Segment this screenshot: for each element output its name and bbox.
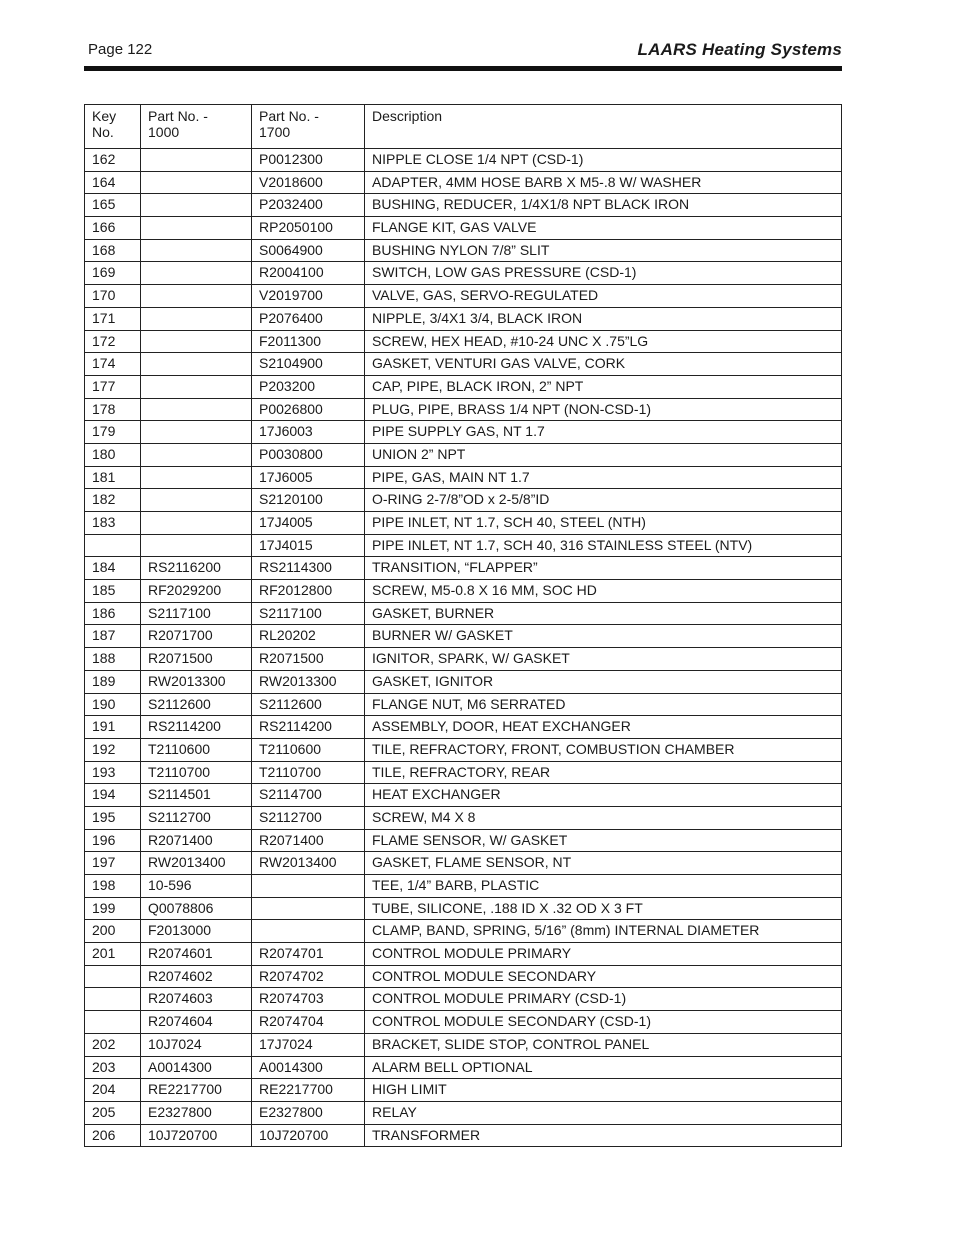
- key-no-cell: 192: [85, 738, 141, 761]
- part-1700-cell: T2110700: [252, 761, 365, 784]
- part-1000-cell: R2074603: [141, 988, 252, 1011]
- description-cell: HEAT EXCHANGER: [365, 784, 842, 807]
- col-header-key-no: Key No.: [85, 105, 141, 149]
- table-row: [85, 761, 842, 784]
- key-no-cell: [85, 965, 141, 988]
- part-1700-cell: 17J6005: [252, 466, 365, 489]
- key-no-cell: 202: [85, 1033, 141, 1056]
- part-1000-cell: RE2217700: [141, 1079, 252, 1102]
- description-cell: VALVE, GAS, SERVO-REGULATED: [365, 285, 842, 308]
- table-row: [85, 829, 842, 852]
- table-row: [85, 1056, 842, 1079]
- part-1000-cell: T2110700: [141, 761, 252, 784]
- description-cell: FLAME SENSOR, W/ GASKET: [365, 829, 842, 852]
- part-1700-cell: 17J7024: [252, 1033, 365, 1056]
- table-row: [85, 784, 842, 807]
- table-row: [85, 806, 842, 829]
- part-1000-cell: E2327800: [141, 1101, 252, 1124]
- key-no-cell: 198: [85, 875, 141, 898]
- key-no-cell: 188: [85, 648, 141, 671]
- key-no-cell: 204: [85, 1079, 141, 1102]
- part-1000-cell: [141, 375, 252, 398]
- part-1700-cell: P2076400: [252, 307, 365, 330]
- part-1000-cell: [141, 489, 252, 512]
- part-1000-cell: [141, 466, 252, 489]
- key-no-cell: 170: [85, 285, 141, 308]
- part-1000-cell: F2013000: [141, 920, 252, 943]
- key-no-cell: 164: [85, 171, 141, 194]
- description-cell: CONTROL MODULE SECONDARY (CSD-1): [365, 1011, 842, 1034]
- key-no-cell: 171: [85, 307, 141, 330]
- table-row: [85, 443, 842, 466]
- description-cell: TRANSITION, “FLAPPER”: [365, 557, 842, 580]
- table-row: [85, 875, 842, 898]
- description-cell: IGNITOR, SPARK, W/ GASKET: [365, 648, 842, 671]
- part-1700-cell: RP2050100: [252, 217, 365, 240]
- col-header-part-1000: Part No. - 1000: [141, 105, 252, 149]
- part-1000-cell: [141, 421, 252, 444]
- description-cell: CLAMP, BAND, SPRING, 5/16” (8mm) INTERNAL DIAMETER: [365, 920, 842, 943]
- part-1000-cell: RF2029200: [141, 580, 252, 603]
- description-cell: HIGH LIMIT: [365, 1079, 842, 1102]
- key-no-cell: 182: [85, 489, 141, 512]
- part-1700-cell: T2110600: [252, 738, 365, 761]
- description-cell: ADAPTER, 4MM HOSE BARB X M5-.8 W/ WASHER: [365, 171, 842, 194]
- part-1000-cell: S2112700: [141, 806, 252, 829]
- description-cell: GASKET, FLAME SENSOR, NT: [365, 852, 842, 875]
- part-1000-cell: R2074604: [141, 1011, 252, 1034]
- key-no-cell: 179: [85, 421, 141, 444]
- key-no-cell: 186: [85, 602, 141, 625]
- table-row: [85, 648, 842, 671]
- key-no-cell: 162: [85, 149, 141, 172]
- table-row: [85, 670, 842, 693]
- part-1700-cell: S2112700: [252, 806, 365, 829]
- key-no-cell: 203: [85, 1056, 141, 1079]
- table-row: [85, 580, 842, 603]
- key-no-cell: [85, 1011, 141, 1034]
- part-1700-cell: S2114700: [252, 784, 365, 807]
- part-1000-cell: [141, 239, 252, 262]
- table-row: [85, 897, 842, 920]
- description-cell: TUBE, SILICONE, .188 ID X .32 OD X 3 FT: [365, 897, 842, 920]
- part-1700-cell: 10J720700: [252, 1124, 365, 1147]
- part-1700-cell: 17J4015: [252, 534, 365, 557]
- table-row: [85, 489, 842, 512]
- table-row: [85, 716, 842, 739]
- table-row: [85, 285, 842, 308]
- description-cell: ALARM BELL OPTIONAL: [365, 1056, 842, 1079]
- part-1000-cell: 10J720700: [141, 1124, 252, 1147]
- part-1700-cell: [252, 897, 365, 920]
- description-cell: PIPE, GAS, MAIN NT 1.7: [365, 466, 842, 489]
- description-cell: SCREW, HEX HEAD, #10-24 UNC X .75”LG: [365, 330, 842, 353]
- table-row: [85, 421, 842, 444]
- description-cell: TRANSFORMER: [365, 1124, 842, 1147]
- key-no-cell: 201: [85, 943, 141, 966]
- key-no-cell: 180: [85, 443, 141, 466]
- description-cell: RELAY: [365, 1101, 842, 1124]
- part-1000-cell: [141, 398, 252, 421]
- part-1000-cell: S2112600: [141, 693, 252, 716]
- table-row: [85, 149, 842, 172]
- part-1700-cell: P0012300: [252, 149, 365, 172]
- key-no-cell: 194: [85, 784, 141, 807]
- table-row: [85, 534, 842, 557]
- part-1700-cell: RS2114300: [252, 557, 365, 580]
- part-1700-cell: R2071400: [252, 829, 365, 852]
- part-1700-cell: RE2217700: [252, 1079, 365, 1102]
- part-1000-cell: [141, 307, 252, 330]
- description-cell: O-RING 2-7/8”OD x 2-5/8”ID: [365, 489, 842, 512]
- part-1000-cell: [141, 443, 252, 466]
- table-row: [85, 943, 842, 966]
- table-row: [85, 194, 842, 217]
- key-no-cell: 190: [85, 693, 141, 716]
- table-row: [85, 965, 842, 988]
- description-cell: SCREW, M4 X 8: [365, 806, 842, 829]
- part-1700-cell: [252, 920, 365, 943]
- description-cell: FLANGE NUT, M6 SERRATED: [365, 693, 842, 716]
- part-1700-cell: S2112600: [252, 693, 365, 716]
- part-1700-cell: V2018600: [252, 171, 365, 194]
- part-1000-cell: RS2114200: [141, 716, 252, 739]
- table-row: [85, 693, 842, 716]
- brand-title: LAARS Heating Systems: [637, 40, 842, 59]
- part-1000-cell: [141, 534, 252, 557]
- table-row: [85, 852, 842, 875]
- table-row: [85, 625, 842, 648]
- table-row: [85, 330, 842, 353]
- description-cell: BUSHING, REDUCER, 1/4X1/8 NPT BLACK IRON: [365, 194, 842, 217]
- part-1700-cell: S0064900: [252, 239, 365, 262]
- key-no-cell: 196: [85, 829, 141, 852]
- part-1700-cell: R2074702: [252, 965, 365, 988]
- table-row: [85, 1124, 842, 1147]
- part-1700-cell: P2032400: [252, 194, 365, 217]
- table-header-row: [85, 105, 842, 149]
- table-row: [85, 239, 842, 262]
- key-no-cell: 169: [85, 262, 141, 285]
- part-1700-cell: E2327800: [252, 1101, 365, 1124]
- part-1700-cell: V2019700: [252, 285, 365, 308]
- part-1000-cell: [141, 353, 252, 376]
- key-no-cell: 172: [85, 330, 141, 353]
- part-1000-cell: [141, 149, 252, 172]
- part-1700-cell: A0014300: [252, 1056, 365, 1079]
- key-no-cell: 165: [85, 194, 141, 217]
- part-1700-cell: P0030800: [252, 443, 365, 466]
- description-cell: CONTROL MODULE SECONDARY: [365, 965, 842, 988]
- key-no-cell: 168: [85, 239, 141, 262]
- description-cell: BUSHING NYLON 7/8” SLIT: [365, 239, 842, 262]
- key-no-cell: [85, 534, 141, 557]
- table-row: [85, 557, 842, 580]
- description-cell: NIPPLE, 3/4X1 3/4, BLACK IRON: [365, 307, 842, 330]
- table-row: [85, 512, 842, 535]
- description-cell: CAP, PIPE, BLACK IRON, 2” NPT: [365, 375, 842, 398]
- col-header-part-1700: Part No. - 1700: [252, 105, 365, 149]
- part-1700-cell: RW2013300: [252, 670, 365, 693]
- parts-table: [84, 104, 842, 1147]
- description-cell: CONTROL MODULE PRIMARY (CSD-1): [365, 988, 842, 1011]
- description-cell: ASSEMBLY, DOOR, HEAT EXCHANGER: [365, 716, 842, 739]
- description-cell: SCREW, M5-0.8 X 16 MM, SOC HD: [365, 580, 842, 603]
- part-1000-cell: R2074601: [141, 943, 252, 966]
- description-cell: TILE, REFRACTORY, FRONT, COMBUSTION CHAMBER: [365, 738, 842, 761]
- key-no-cell: 178: [85, 398, 141, 421]
- description-cell: SWITCH, LOW GAS PRESSURE (CSD-1): [365, 262, 842, 285]
- key-no-cell: 181: [85, 466, 141, 489]
- part-1700-cell: R2074701: [252, 943, 365, 966]
- header-rule: [84, 66, 842, 71]
- part-1000-cell: RW2013400: [141, 852, 252, 875]
- key-no-cell: 189: [85, 670, 141, 693]
- part-1000-cell: 10-596: [141, 875, 252, 898]
- page-header: [84, 38, 842, 66]
- part-1000-cell: R2074602: [141, 965, 252, 988]
- part-1000-cell: RS2116200: [141, 557, 252, 580]
- part-1700-cell: R2074704: [252, 1011, 365, 1034]
- part-1700-cell: P0026800: [252, 398, 365, 421]
- part-1700-cell: R2071500: [252, 648, 365, 671]
- part-1700-cell: [252, 875, 365, 898]
- part-1700-cell: R2074703: [252, 988, 365, 1011]
- part-1000-cell: Q0078806: [141, 897, 252, 920]
- table-row: [85, 738, 842, 761]
- table-row: [85, 602, 842, 625]
- key-no-cell: 191: [85, 716, 141, 739]
- description-cell: BURNER W/ GASKET: [365, 625, 842, 648]
- key-no-cell: 184: [85, 557, 141, 580]
- part-1700-cell: S2104900: [252, 353, 365, 376]
- description-cell: PIPE INLET, NT 1.7, SCH 40, STEEL (NTH): [365, 512, 842, 535]
- part-1000-cell: [141, 285, 252, 308]
- part-1000-cell: [141, 194, 252, 217]
- key-no-cell: 199: [85, 897, 141, 920]
- table-row: [85, 920, 842, 943]
- part-1700-cell: RS2114200: [252, 716, 365, 739]
- part-1000-cell: [141, 171, 252, 194]
- description-cell: PIPE INLET, NT 1.7, SCH 40, 316 STAINLESS STEEL (NTV): [365, 534, 842, 557]
- key-no-cell: [85, 988, 141, 1011]
- key-no-cell: 183: [85, 512, 141, 535]
- part-1700-cell: R2004100: [252, 262, 365, 285]
- part-1000-cell: A0014300: [141, 1056, 252, 1079]
- part-1000-cell: S2114501: [141, 784, 252, 807]
- part-1000-cell: [141, 217, 252, 240]
- part-1700-cell: RF2012800: [252, 580, 365, 603]
- description-cell: BRACKET, SLIDE STOP, CONTROL PANEL: [365, 1033, 842, 1056]
- description-cell: CONTROL MODULE PRIMARY: [365, 943, 842, 966]
- table-row: [85, 398, 842, 421]
- table-row: [85, 988, 842, 1011]
- part-1000-cell: R2071700: [141, 625, 252, 648]
- key-no-cell: 193: [85, 761, 141, 784]
- table-row: [85, 217, 842, 240]
- part-1700-cell: RL20202: [252, 625, 365, 648]
- table-row: [85, 375, 842, 398]
- part-1700-cell: S2117100: [252, 602, 365, 625]
- part-1000-cell: R2071400: [141, 829, 252, 852]
- part-1700-cell: S2120100: [252, 489, 365, 512]
- table-row: [85, 171, 842, 194]
- key-no-cell: 195: [85, 806, 141, 829]
- description-cell: PIPE SUPPLY GAS, NT 1.7: [365, 421, 842, 444]
- table-row: [85, 466, 842, 489]
- part-1000-cell: R2071500: [141, 648, 252, 671]
- key-no-cell: 205: [85, 1101, 141, 1124]
- description-cell: TILE, REFRACTORY, REAR: [365, 761, 842, 784]
- part-1700-cell: 17J6003: [252, 421, 365, 444]
- part-1000-cell: T2110600: [141, 738, 252, 761]
- description-cell: TEE, 1/4” BARB, PLASTIC: [365, 875, 842, 898]
- key-no-cell: 166: [85, 217, 141, 240]
- table-row: [85, 1101, 842, 1124]
- table-row: [85, 307, 842, 330]
- key-no-cell: 206: [85, 1124, 141, 1147]
- key-no-cell: 197: [85, 852, 141, 875]
- part-1000-cell: [141, 262, 252, 285]
- col-header-description: Description: [365, 105, 842, 149]
- table-row: [85, 1011, 842, 1034]
- table-row: [85, 1033, 842, 1056]
- part-1700-cell: P203200: [252, 375, 365, 398]
- description-cell: PLUG, PIPE, BRASS 1/4 NPT (NON-CSD-1): [365, 398, 842, 421]
- key-no-cell: 174: [85, 353, 141, 376]
- description-cell: GASKET, BURNER: [365, 602, 842, 625]
- part-1000-cell: RW2013300: [141, 670, 252, 693]
- part-1000-cell: 10J7024: [141, 1033, 252, 1056]
- description-cell: UNION 2” NPT: [365, 443, 842, 466]
- key-no-cell: 187: [85, 625, 141, 648]
- description-cell: GASKET, IGNITOR: [365, 670, 842, 693]
- key-no-cell: 185: [85, 580, 141, 603]
- table-row: [85, 262, 842, 285]
- description-cell: FLANGE KIT, GAS VALVE: [365, 217, 842, 240]
- part-1000-cell: [141, 330, 252, 353]
- part-1700-cell: 17J4005: [252, 512, 365, 535]
- page-number: Page 122: [88, 41, 153, 58]
- key-no-cell: 200: [85, 920, 141, 943]
- key-no-cell: 177: [85, 375, 141, 398]
- table-row: [85, 1079, 842, 1102]
- description-cell: NIPPLE CLOSE 1/4 NPT (CSD-1): [365, 149, 842, 172]
- table-row: [85, 353, 842, 376]
- part-1700-cell: RW2013400: [252, 852, 365, 875]
- part-1700-cell: F2011300: [252, 330, 365, 353]
- part-1000-cell: [141, 512, 252, 535]
- part-1000-cell: S2117100: [141, 602, 252, 625]
- description-cell: GASKET, VENTURI GAS VALVE, CORK: [365, 353, 842, 376]
